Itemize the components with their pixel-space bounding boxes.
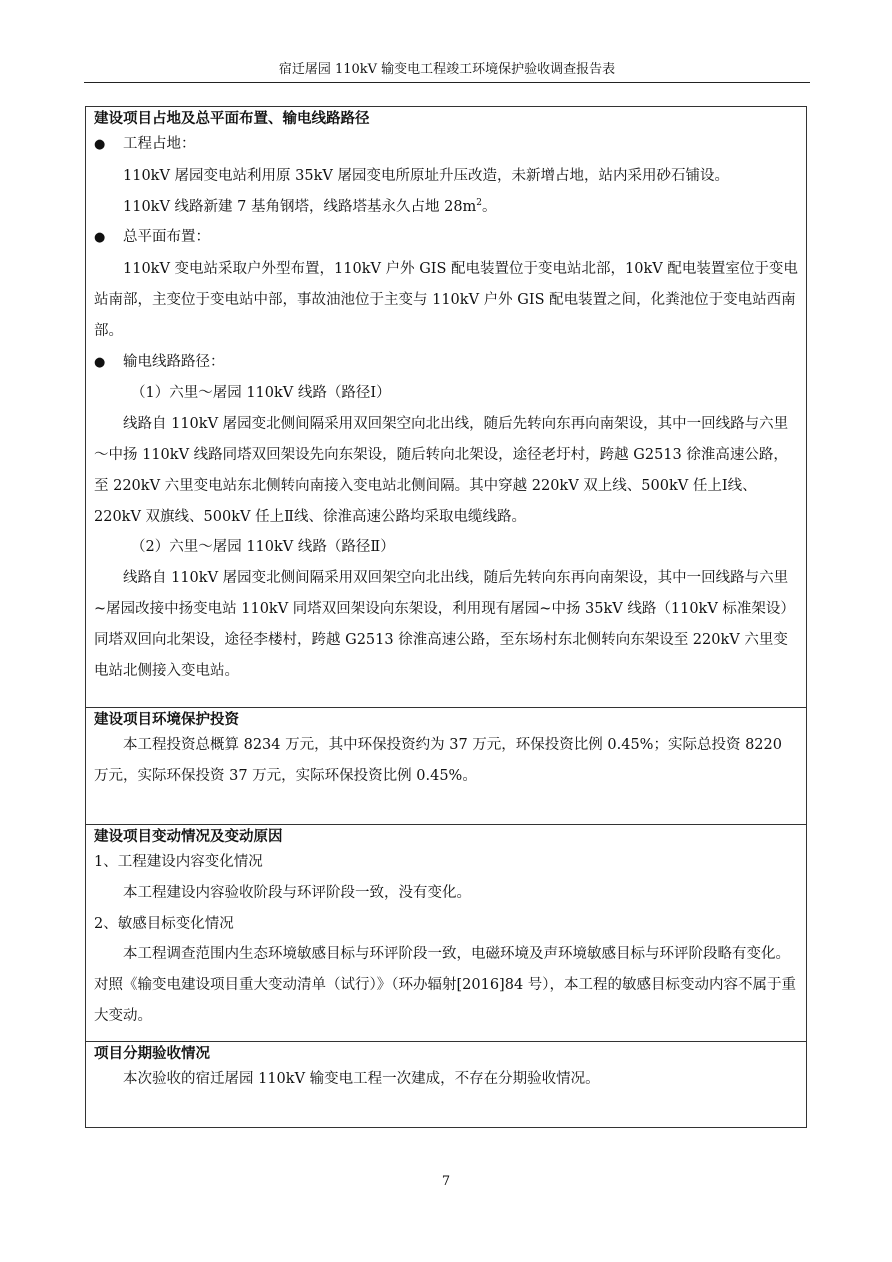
section-title: 建设项目占地及总平面布置、输电线路路径 [94, 110, 370, 127]
bullet-icon: ● [94, 230, 106, 246]
bullet-icon: ● [94, 354, 106, 370]
report-table [85, 106, 807, 1128]
route-label: 输电线路路径： [123, 353, 225, 370]
section-changes [86, 825, 806, 1042]
changes-item2-paragraph: 本工程调查范围内生态环境敏感目标与环评阶段一致，电磁环境及声环境敏感目标与环评阶段略有变化。对照《输变电建设项目重大变动清单（试行）》（环办辐射[2016]84 号），本工程的敏感目标变动内容不属于重大变动。 [94, 946, 797, 1024]
bullet-layout [94, 222, 798, 254]
occupy-label: 工程占地： [123, 136, 196, 152]
changes-item2-title: 2、敏感目标变化情况 [94, 915, 234, 932]
phased-paragraph: 本次验收的宿迁屠园 110kV 输变电工程一次建成，不存在分期验收情况。 [123, 1071, 600, 1087]
section-land-layout-route [86, 107, 806, 708]
section-title: 项目分期验收情况 [94, 1045, 210, 1062]
bullet-occupy [94, 129, 798, 161]
route2-title: （2）六里～屠园 110kV 线路（路径Ⅱ） [131, 539, 395, 556]
changes-item1-title: 1、工程建设内容变化情况 [94, 854, 263, 870]
page-number: 7 [441, 1174, 451, 1189]
layout-label: 总平面布置： [123, 229, 210, 246]
section-phased [86, 1042, 806, 1127]
occupy-paragraph-2: 110kV 线路新建 7 基角钢塔，线路塔基永久占地 $28m^2$。 [123, 197, 497, 215]
section-investment [86, 708, 806, 825]
bullet-route [94, 347, 798, 379]
section-title: 建设项目变动情况及变动原因 [94, 828, 283, 845]
page-header: 宿迁屠园 110kV 输变电工程竣工环境保护验收调查报告表 [84, 58, 810, 83]
investment-paragraph: 本工程投资总概算 8234 万元，其中环保投资约为 37 万元，环保投资比例 0.45%；实际总投资 8220 万元，实际环保投资 37 万元，实际环保投资比例 0.45%。 [94, 737, 782, 784]
route2-paragraph: 线路自 110kV 屠园变北侧间隔采用双回架空向北出线，随后先转向东再向南架设，其中一回线路与六里~屠园改接中扬变电站 110kV 同塔双回架设向东架设，利用现有屠园~中扬 35kV 线路（110kV 标准架设）同塔双回向北架设，途径李楼村，跨越 G2513 徐淮高速公路，至东场村东北侧转向东架设至 220kV 六里变电站北侧接入变电站。 [94, 570, 795, 679]
bullet-icon: ● [94, 137, 106, 152]
route1-paragraph: 线路自 110kV 屠园变北侧间隔采用双回架空向北出线，随后先转向东再向南架设，其中一回线路与六里～中扬 110kV 线路同塔双回架设先向东架设，随后转向北架设，途径老圩村，跨越 G2513 徐淮高速公路，至 220kV 六里变电站东北侧转向南接入变电站北侧间隔。其中穿越 220kV 双上线、500kV 任上Ⅰ线、220kV 双旗线、500kV 任上Ⅱ线、徐淮高速公路均采取电缆线路。 [94, 416, 789, 525]
changes-item1-paragraph: 本工程建设内容验收阶段与环评阶段一致，没有变化。 [123, 884, 471, 901]
occupy-paragraph-1: 110kV 屠园变电站利用原 35kV 屠园变电所原址升压改造，未新增占地，站内采用砂石铺设。 [123, 167, 729, 184]
route1-title: （1）六里～屠园 110kV 线路（路径Ⅰ） [131, 385, 391, 402]
layout-paragraph: 110kV 变电站采取户外型布置，110kV 户外 GIS 配电装置位于变电站北部，10kV 配电装置室位于变电站南部，主变位于变电站中部，事故油池位于主变与 110kV 户外 GIS 配电装置之间，化粪池位于变电站西南部。 [94, 261, 798, 339]
section-title: 建设项目环境保护投资 [94, 711, 239, 728]
